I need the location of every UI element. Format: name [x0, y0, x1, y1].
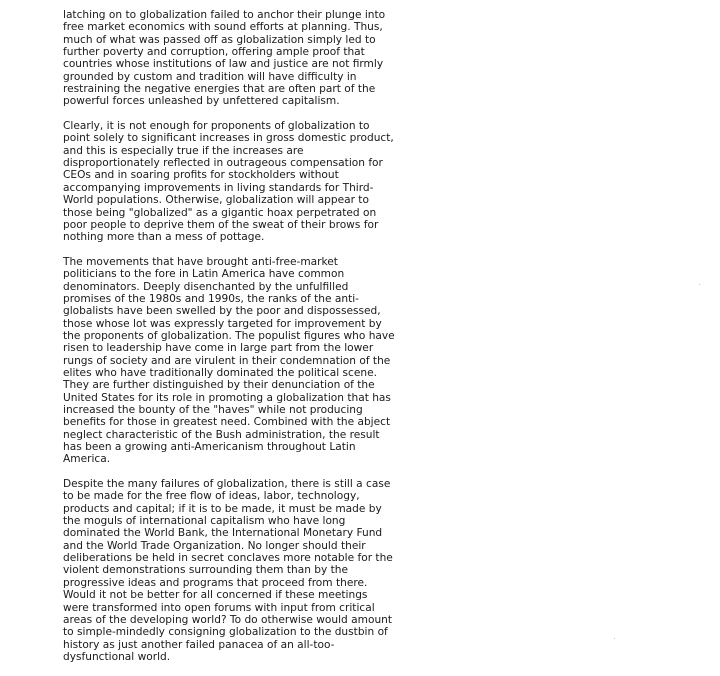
- text-line: restraining the negative energies that are often part of the: [63, 83, 376, 96]
- text-line: to simple-mindedly consigning globalization to the dustbin of: [63, 626, 388, 639]
- text-line: risen to leadership have come in large part from the lower: [63, 342, 374, 355]
- text-line: point solely to significant increases in gross domestic product,: [63, 132, 394, 145]
- text-line: dominated the World Bank, the International Monetary Fund: [63, 527, 383, 540]
- article-body: [63, 9, 393, 663]
- text-line: promises of the 1980s and 1990s, the ranks of the anti-: [63, 292, 359, 305]
- text-line: violent demonstrations surrounding them than by the: [63, 564, 349, 577]
- text-line: areas of the developing world? To do otherwise would amount: [63, 613, 393, 626]
- text-line: history as just another failed panacea of an all-too-: [63, 638, 335, 651]
- text-line: the moguls of international capitalism who have long: [63, 515, 346, 528]
- text-line: further poverty and corruption, offering ample proof that: [63, 46, 365, 59]
- paragraph-2: [63, 120, 393, 243]
- text-line: The movements that have brought anti-free-market: [63, 255, 338, 268]
- text-line: increased the bounty of the "haves" while not producing: [63, 404, 363, 416]
- text-line: to be made for the free flow of ideas, labor, technology,: [63, 490, 360, 503]
- text-line: grounded by custom and tradition will have difficulty in: [63, 70, 357, 83]
- text-line: rungs of society and are virulent in their condemnation of the: [63, 354, 391, 367]
- text-line: Despite the many failures of globalization, there is still a case: [63, 478, 391, 491]
- scan-speck: [699, 284, 700, 285]
- text-line: United States for its role in promoting a globalization that has: [63, 391, 391, 404]
- paragraph-spacer: [63, 466, 393, 478]
- text-line: politicians to the fore in Latin America have common: [63, 268, 345, 281]
- text-line: free market economics with sound efforts at planning. Thus,: [63, 21, 383, 34]
- text-line: America.: [63, 453, 111, 466]
- text-line: the proponents of globalization. The populist figures who have: [63, 329, 395, 342]
- text-line: Would it not be better for all concerned if these meetings: [63, 589, 368, 602]
- text-line: benefits for those in greatest need. Combined with the abject: [63, 416, 391, 429]
- text-line: accompanying improvements in living standards for Third-: [63, 181, 374, 194]
- text-line: has been a growing anti-Americanism throughout Latin: [63, 441, 356, 454]
- text-line: and the World Trade Organization. No longer should their: [63, 539, 366, 552]
- paragraph-spacer: [63, 108, 393, 120]
- text-line: were transformed into open forums with input from critical: [63, 601, 375, 614]
- text-line: deliberations be held in secret conclaves more notable for the: [63, 552, 393, 565]
- paragraph-4: [63, 478, 393, 663]
- text-line: CEOs and in soaring profits for stockholders without: [63, 169, 339, 182]
- text-line: progressive ideas and programs that proceed from there.: [63, 576, 368, 589]
- text-line: World populations. Otherwise, globalization will appear to: [63, 194, 369, 207]
- text-line: products and capital; if it is to be made, it must be made by: [63, 502, 382, 515]
- text-line: globalists have been swelled by the poor and dispossessed,: [63, 305, 381, 318]
- scan-speck: [614, 638, 615, 639]
- text-line: countries whose institutions of law and justice are not firmly: [63, 58, 384, 71]
- text-line: and this is especially true if the increases are: [63, 144, 304, 157]
- text-line: disproportionately reflected in outrageous compensation for: [63, 157, 383, 170]
- text-line: neglect characteristic of the Bush administration, the result: [63, 428, 380, 441]
- text-line: nothing more than a mess of pottage.: [63, 231, 265, 244]
- paragraph-3: [63, 256, 393, 466]
- text-line: They are further distinguished by their denunciation of the: [63, 379, 375, 392]
- text-line: much of what was passed off as globalization simply led to: [63, 33, 376, 46]
- text-line: those whose lot was expressly targeted for improvement by: [63, 317, 382, 330]
- text-line: poor people to deprive them of the sweat of their brows for: [63, 218, 379, 231]
- text-line: dysfunctional world.: [63, 650, 171, 663]
- text-line: denominators. Deeply disenchanted by the unfulfilled: [63, 280, 349, 293]
- paragraph-1: [63, 9, 393, 108]
- text-line: Clearly, it is not enough for proponents of globalization to: [63, 120, 370, 133]
- text-line: powerful forces unleashed by unfettered capitalism.: [63, 95, 340, 108]
- text-line: latching on to globalization failed to anchor their plunge into: [63, 9, 386, 21]
- paragraph-spacer: [63, 244, 393, 256]
- text-line: those being "globalized" as a gigantic hoax perpetrated on: [63, 206, 377, 219]
- text-line: elites who have traditionally dominated the political scene.: [63, 366, 377, 379]
